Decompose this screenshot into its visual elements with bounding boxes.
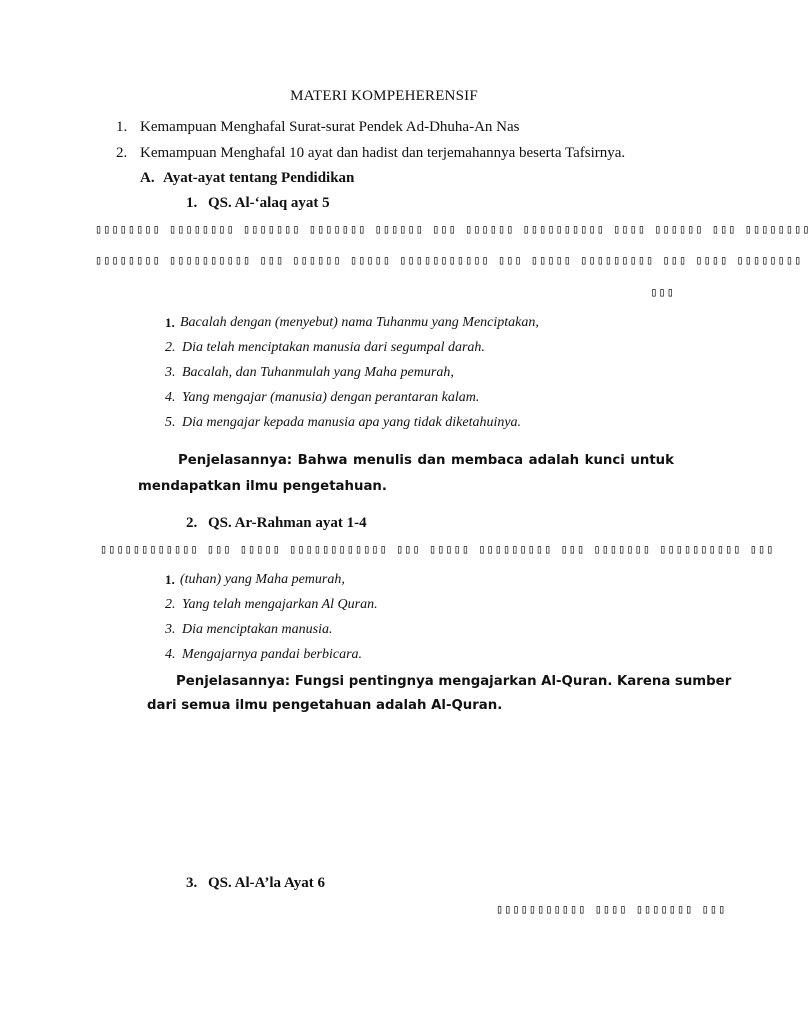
list-item-1-number: 1. xyxy=(116,119,128,135)
qs1-arabic-line-3: ▯▯▯ xyxy=(650,285,675,299)
qs2-translation-3-text: Dia menciptakan manusia. xyxy=(182,622,333,637)
qs1-translation-3-number: 3. xyxy=(165,365,176,380)
qs2-translation-1-text: (tuhan) yang Maha pemurah, xyxy=(180,572,345,587)
qs3-title: QS. Al-A’la Ayat 6 xyxy=(208,875,325,891)
list-item-2-text: Kemampuan Menghafal 10 ayat dan hadist dan terjemahannya beserta Tafsirnya. xyxy=(140,145,626,161)
section-a-label: A. xyxy=(140,170,155,186)
qs1-translation-3-text: Bacalah, dan Tuhanmulah yang Maha pemurah, xyxy=(182,365,454,380)
list-item-1-text: Kemampuan Menghafal Surat-surat Pendek Ad-Dhuha-An Nas xyxy=(140,119,520,135)
qs2-title: QS. Ar-Rahman ayat 1-4 xyxy=(208,515,367,531)
qs2-explanation-line-2: dari semua ilmu pengetahuan adalah Al-Quran. xyxy=(147,698,503,713)
qs1-number: 1. xyxy=(186,195,198,211)
qs3-number: 3. xyxy=(186,875,198,891)
qs2-translation-4-number: 4. xyxy=(165,647,176,662)
qs1-title: QS. Al-‘alaq ayat 5 xyxy=(208,195,330,211)
qs1-translation-5-text: Dia mengajar kepada manusia apa yang tidak diketahuinya. xyxy=(182,415,522,430)
qs1-explanation-line-2: mendapatkan ilmu pengetahuan. xyxy=(138,479,387,494)
qs2-number: 2. xyxy=(186,515,198,531)
qs1-translation-5-number: 5. xyxy=(165,415,176,430)
qs2-arabic: ▯▯▯▯▯▯▯▯▯▯▯▯ ▯▯▯ ▯▯▯▯▯ ▯▯▯▯▯▯▯▯▯▯▯▯ ▯▯▯ ▯▯▯▯▯ ▯▯▯▯▯▯▯▯▯ ▯▯▯ ▯▯▯▯▯▯▯ ▯▯▯▯▯▯▯▯▯▯ ▯▯▯ xyxy=(100,542,775,556)
section-a-title: Ayat-ayat tentang Pendidikan xyxy=(163,170,355,186)
qs2-explanation-line-1: Penjelasannya: Fungsi pentingnya mengajarkan Al-Quran. Karena sumber xyxy=(176,674,732,689)
qs3-arabic: ▯▯▯▯▯▯▯▯▯▯▯ ▯▯▯▯ ▯▯▯▯▯▯▯ ▯▯▯ xyxy=(496,902,727,916)
qs2-translation-2-text: Yang telah mengajarkan Al Quran. xyxy=(182,597,378,612)
qs1-arabic-line-1: ▯▯▯▯▯▯▯▯ ▯▯▯▯▯▯▯▯ ▯▯▯▯▯▯▯ ▯▯▯▯▯▯▯ ▯▯▯▯▯▯ ▯▯▯ ▯▯▯▯▯▯ ▯▯▯▯▯▯▯▯▯▯ ▯▯▯▯ ▯▯▯▯▯▯ ▯▯▯ ▯▯▯▯▯▯▯▯ xyxy=(95,222,811,236)
qs2-translation-3-number: 3. xyxy=(165,622,176,637)
qs1-translation-1-text: Bacalah dengan (menyebut) nama Tuhanmu yang Menciptakan, xyxy=(180,315,539,330)
qs1-translation-2-number: 2. xyxy=(165,340,176,355)
list-item-2-number: 2. xyxy=(116,145,128,161)
qs1-arabic-line-2: ▯▯▯▯▯▯▯▯ ▯▯▯▯▯▯▯▯▯▯ ▯▯▯ ▯▯▯▯▯▯ ▯▯▯▯▯ ▯▯▯▯▯▯▯▯▯▯▯ ▯▯▯ ▯▯▯▯▯ ▯▯▯▯▯▯▯▯▯ ▯▯▯ ▯▯▯▯ ▯▯▯▯▯▯▯▯ xyxy=(95,253,803,267)
qs2-translation-2-number: 2. xyxy=(165,597,176,612)
qs2-translation-1-number: 1. xyxy=(165,572,175,587)
page-title: MATERI KOMPEHERENSIF xyxy=(290,88,478,104)
qs2-translation-4-text: Mengajarnya pandai berbicara. xyxy=(182,647,363,662)
qs1-explanation-line-1: Penjelasannya: Bahwa menulis dan membaca adalah kunci untuk xyxy=(178,453,674,468)
qs1-translation-2-text: Dia telah menciptakan manusia dari segumpal darah. xyxy=(182,340,485,355)
qs1-translation-4-number: 4. xyxy=(165,390,176,405)
qs1-translation-1-number: 1. xyxy=(165,315,175,330)
qs1-translation-4-text: Yang mengajar (manusia) dengan perantaran kalam. xyxy=(182,390,480,405)
